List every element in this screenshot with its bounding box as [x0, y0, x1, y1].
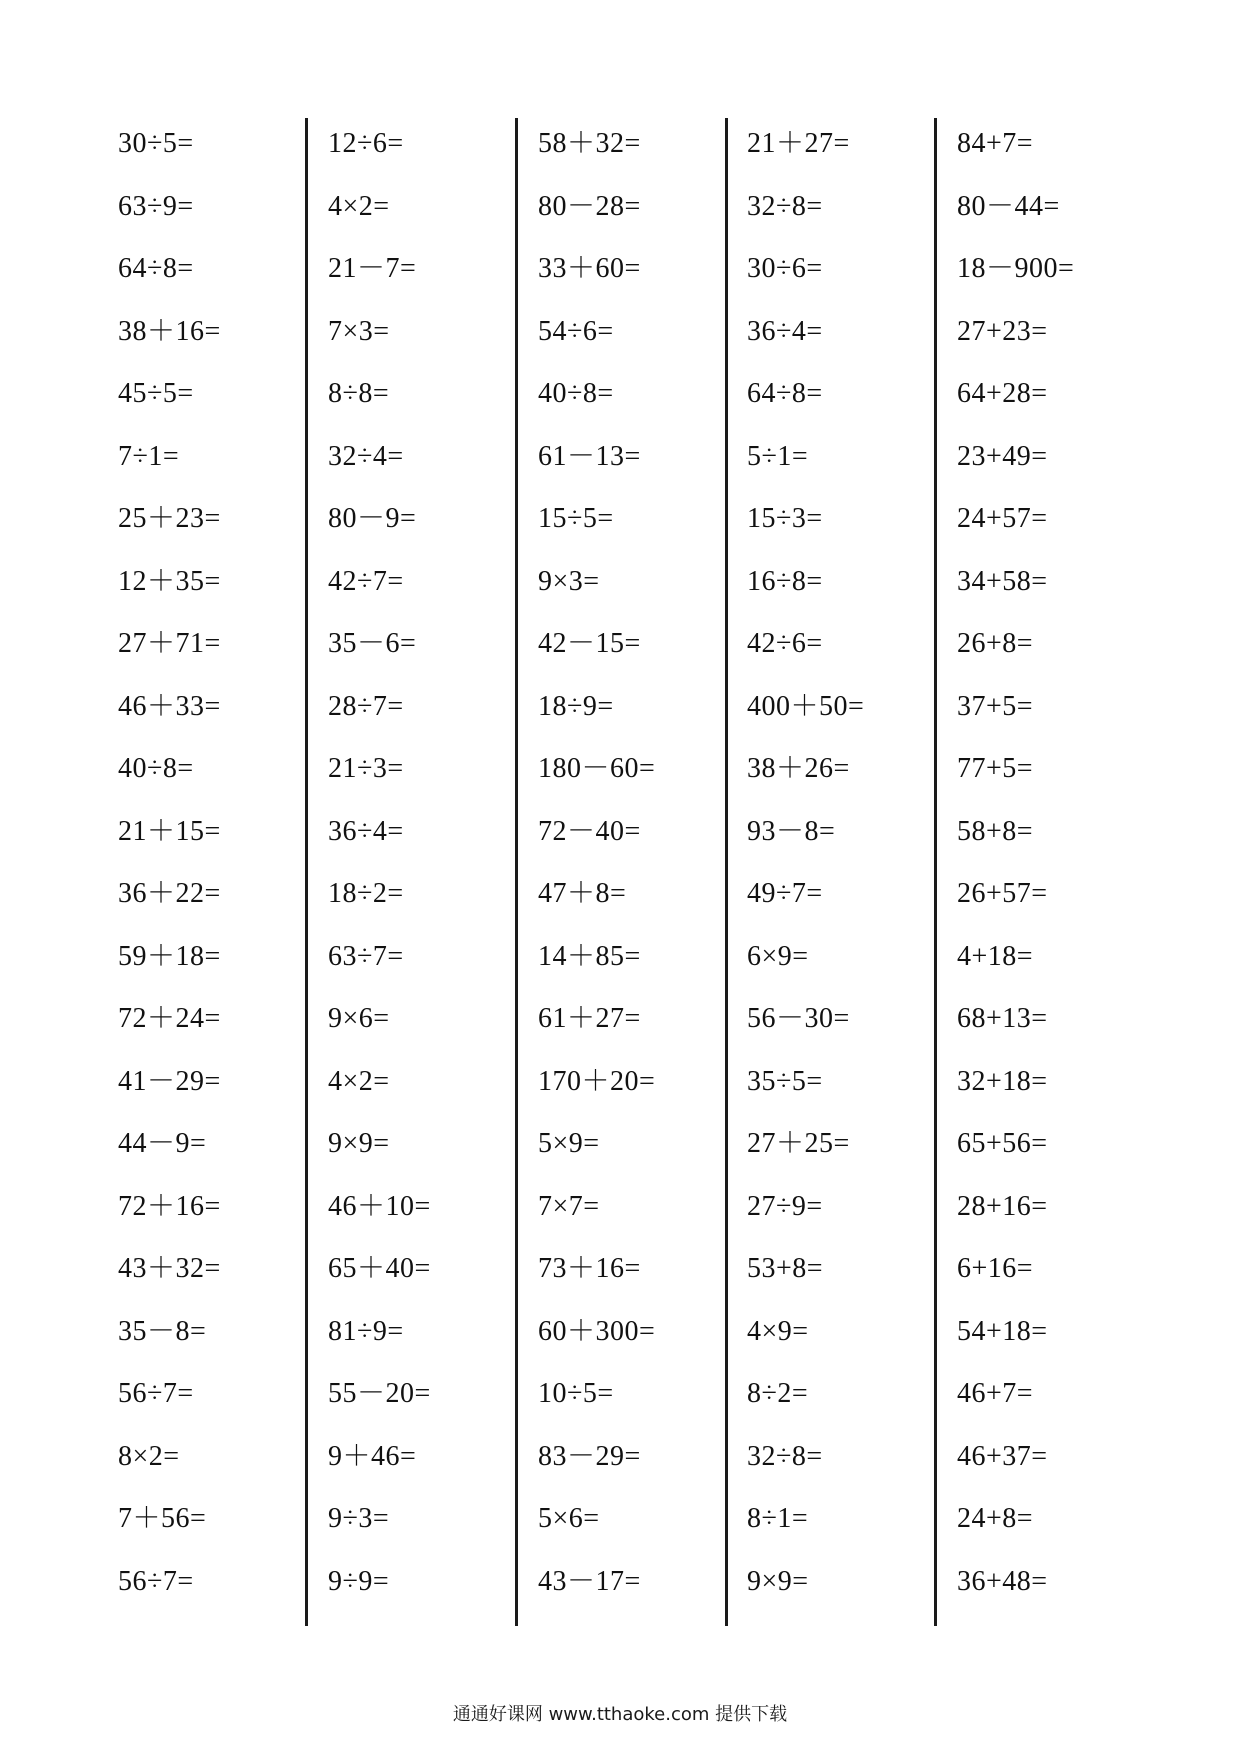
math-problem: 46＋10= [328, 1190, 431, 1222]
column-divider [305, 118, 308, 1626]
math-problem: 27＋25= [747, 1128, 850, 1159]
math-problem: 38＋26= [747, 753, 850, 784]
math-problem: 180－60= [538, 753, 656, 784]
math-problem: 43＋32= [118, 1253, 221, 1284]
math-problem: 28+16= [957, 1190, 1048, 1222]
math-problem: 37+5= [957, 690, 1034, 722]
math-problem: 24+57= [957, 503, 1048, 534]
math-problem: 65+56= [957, 1128, 1048, 1159]
math-problem: 30÷6= [747, 253, 823, 284]
math-problem: 9÷9= [328, 1565, 390, 1597]
math-problem: 41－29= [118, 1065, 221, 1097]
math-problem: 10÷5= [538, 1378, 614, 1409]
math-problem: 46+7= [957, 1378, 1034, 1409]
math-problem: 56－30= [747, 1003, 850, 1034]
math-problem: 42÷7= [328, 565, 404, 597]
math-problem: 63÷7= [328, 940, 404, 972]
math-problem: 7×7= [538, 1190, 600, 1222]
math-problem: 18－900= [957, 253, 1075, 284]
math-problem: 72－40= [538, 815, 641, 847]
math-problem: 46+37= [957, 1440, 1048, 1472]
math-problem: 35－8= [118, 1315, 207, 1347]
math-problem: 54÷6= [538, 315, 614, 347]
math-problem: 58+8= [957, 815, 1034, 847]
math-problem: 16÷8= [747, 565, 823, 597]
math-problem: 49÷7= [747, 878, 823, 909]
math-problem: 60＋300= [538, 1315, 656, 1347]
math-problem: 40÷8= [538, 378, 614, 409]
math-problem: 33＋60= [538, 253, 641, 284]
math-problem: 32÷8= [747, 1440, 823, 1472]
math-problem: 80－9= [328, 503, 417, 534]
math-problem: 63÷9= [118, 190, 194, 222]
math-problem: 32+18= [957, 1065, 1048, 1097]
math-problem: 56÷7= [118, 1565, 194, 1597]
math-problem: 6+16= [957, 1253, 1034, 1284]
math-problem: 44－9= [118, 1128, 207, 1159]
math-problem: 5×9= [538, 1128, 600, 1159]
math-problem: 21÷3= [328, 753, 404, 784]
math-problem: 72＋24= [118, 1003, 221, 1034]
math-problem: 21－7= [328, 253, 417, 284]
math-problem: 12÷6= [328, 128, 404, 159]
math-problem: 26+57= [957, 878, 1048, 909]
math-problem: 45÷5= [118, 378, 194, 409]
math-problem: 28÷7= [328, 690, 404, 722]
math-problem: 64÷8= [118, 253, 194, 284]
math-problem: 53+8= [747, 1253, 824, 1284]
math-problem: 4+18= [957, 940, 1034, 972]
math-problem: 7×3= [328, 315, 390, 347]
math-problem: 32÷4= [328, 440, 404, 472]
math-problem: 9×9= [328, 1128, 390, 1159]
math-problem: 61＋27= [538, 1003, 641, 1034]
math-problem: 8÷8= [328, 378, 390, 409]
math-problem: 4×2= [328, 1065, 390, 1097]
math-problem: 36÷4= [328, 815, 404, 847]
math-problem: 54+18= [957, 1315, 1048, 1347]
math-problem: 46＋33= [118, 690, 221, 722]
math-problem: 58＋32= [538, 128, 641, 159]
math-problem: 27+23= [957, 315, 1048, 347]
math-problem: 170＋20= [538, 1065, 656, 1097]
math-problem: 14＋85= [538, 940, 641, 972]
math-problem: 34+58= [957, 565, 1048, 597]
math-problem: 8÷1= [747, 1503, 809, 1534]
math-problem: 26+8= [957, 628, 1034, 659]
math-problem: 55－20= [328, 1378, 431, 1409]
math-problem: 9＋46= [328, 1440, 417, 1472]
math-problem: 15÷3= [747, 503, 823, 534]
math-problem: 8÷2= [747, 1378, 809, 1409]
math-problem: 21＋15= [118, 815, 221, 847]
math-problem: 30÷5= [118, 128, 194, 159]
math-problem: 65＋40= [328, 1253, 431, 1284]
math-problem: 21＋27= [747, 128, 850, 159]
math-problem: 8×2= [118, 1440, 180, 1472]
math-problem: 36＋22= [118, 878, 221, 909]
column-divider [725, 118, 728, 1626]
math-problem: 84+7= [957, 128, 1034, 159]
math-problem: 4×2= [328, 190, 390, 222]
math-problem: 7＋56= [118, 1503, 207, 1534]
math-problem: 80－28= [538, 190, 641, 222]
math-problem: 68+13= [957, 1003, 1048, 1034]
math-problem: 61－13= [538, 440, 641, 472]
math-problem: 47＋8= [538, 878, 627, 909]
math-problem: 93－8= [747, 815, 836, 847]
math-problem: 9×3= [538, 565, 600, 597]
math-problem: 23+49= [957, 440, 1048, 472]
math-problem: 59＋18= [118, 940, 221, 972]
math-problem: 36÷4= [747, 315, 823, 347]
math-problem: 72＋16= [118, 1190, 221, 1222]
math-problem: 77+5= [957, 753, 1034, 784]
math-problem: 5×6= [538, 1503, 600, 1534]
math-problem: 42÷6= [747, 628, 823, 659]
math-problem: 38＋16= [118, 315, 221, 347]
math-problem: 80－44= [957, 190, 1060, 222]
math-problem: 40÷8= [118, 753, 194, 784]
math-problem: 400＋50= [747, 690, 865, 722]
footer-credit: 通通好课网 www.tthaoke.com 提供下载 [452, 1704, 788, 1725]
math-problem: 18÷9= [538, 690, 614, 722]
math-problem: 81÷9= [328, 1315, 404, 1347]
math-problem: 9÷3= [328, 1503, 390, 1534]
math-problem: 15÷5= [538, 503, 614, 534]
math-problem: 32÷8= [747, 190, 823, 222]
math-problem: 27＋71= [118, 628, 221, 659]
math-problem: 35－6= [328, 628, 417, 659]
math-problem: 7÷1= [118, 440, 180, 472]
math-problem: 9×6= [328, 1003, 390, 1034]
math-problem: 83－29= [538, 1440, 641, 1472]
column-divider [515, 118, 518, 1626]
math-problem: 64÷8= [747, 378, 823, 409]
math-problem: 35÷5= [747, 1065, 823, 1097]
math-problem: 64+28= [957, 378, 1048, 409]
math-problem: 27÷9= [747, 1190, 823, 1222]
math-problem: 18÷2= [328, 878, 404, 909]
math-problem: 9×9= [747, 1565, 809, 1597]
math-problem: 25＋23= [118, 503, 221, 534]
math-problem: 43－17= [538, 1565, 641, 1597]
math-problem: 56÷7= [118, 1378, 194, 1409]
math-problem: 6×9= [747, 940, 809, 972]
math-problem: 36+48= [957, 1565, 1048, 1597]
math-problem: 12＋35= [118, 565, 221, 597]
math-problem: 24+8= [957, 1503, 1034, 1534]
column-divider [934, 118, 937, 1626]
math-problem: 42－15= [538, 628, 641, 659]
math-problem: 4×9= [747, 1315, 809, 1347]
math-problem: 5÷1= [747, 440, 809, 472]
math-problem: 73＋16= [538, 1253, 641, 1284]
